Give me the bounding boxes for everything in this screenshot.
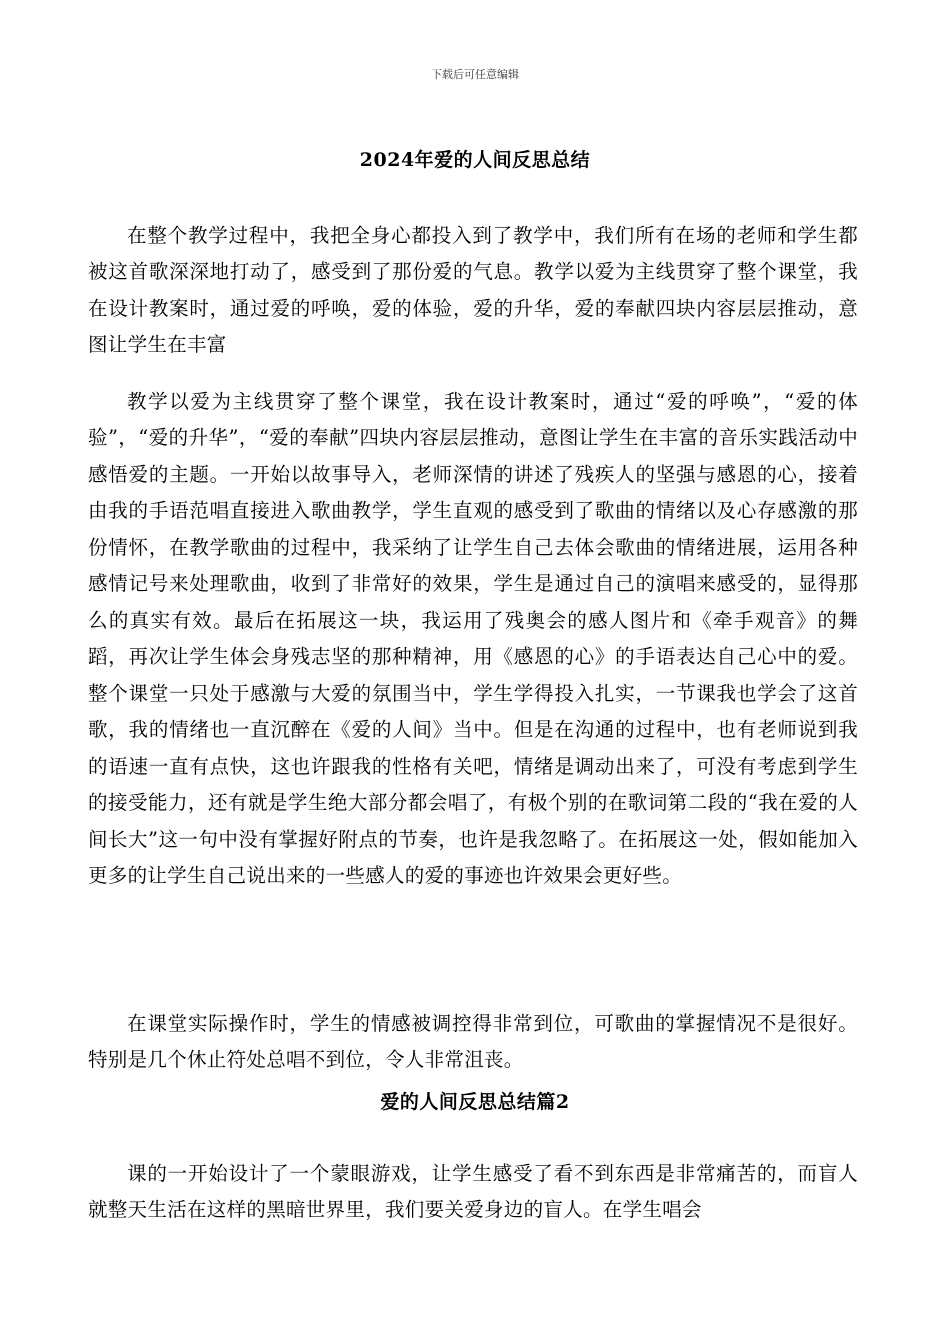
header-note: 下载后可任意编辑 xyxy=(431,68,519,81)
section-2-paragraph-1: 课的一开始设计了一个蒙眼游戏，让学生感受了看不到东西是非常痛苦的，而盲人就整天生活在这样的黑暗世界里，我们要关爱身边的盲人。在学生唱会 xyxy=(88,1161,858,1221)
document-title: 2024年爱的人间反思总结 xyxy=(359,149,591,171)
section-2-title: 爱的人间反思总结篇2 xyxy=(380,1091,570,1113)
paragraph-2: 教学以爱为主线贯穿了整个课堂，我在设计教案时，通过“爱的呼唤”，“爱的体验”，“爱的升华”，“爱的奉献”四块内容层层推动，意图让学生在丰富的音乐实践活动中感悟爱的主题。一开始以故事导入，老师深情的讲述了残疾人的坚强与感恩的心，接着由我的手语范唱直接进入歌曲教学，学生直观的感受到了歌曲的情绪以及心存感激的那份情怀，在教学歌曲的过程中，我采纳了让学生自己去体会歌曲的情绪进展，运用各种感情记号来处理歌曲，收到了非常好的效果，学生是通过自己的演唱来感受的，显得那么的真实有效。最后在拓展这一块，我运用了残奥会的感人图片和《牵手观音》的舞蹈，再次让学生体会身残志坚的那种精神，用《感恩的心》的手语表达自己心中的爱。整个课堂一只处于感激与大爱的氛围当中，学生学得投入扎实，一节课我也学会了这首歌，我的情绪也一直沉醉在《爱的人间》当中。但是在沟通的过程中，也有老师说到我的语速一直有点快，这也许跟我的性格有关吧，情绪是调动出来了，可没有考虑到学生的接受能力，还有就是学生绝大部分都会唱了，有极个别的在歌词第二段的“我在爱的人间长大”这一句中没有掌握好附点的节奏，也许是我忽略了。在拓展这一处，假如能加入更多的让学生自己说出来的一些感人的爱的事迹也许效果会更好些。 xyxy=(88,389,858,887)
paragraph-1: 在整个教学过程中，我把全身心都投入到了教学中，我们所有在场的老师和学生都被这首歌深深地打动了，感受到了那份爱的气息。教学以爱为主线贯穿了整个课堂，我在设计教案时，通过爱的呼唤，爱的体验，爱的升华，爱的奉献四块内容层层推动，意图让学生在丰富 xyxy=(88,223,858,356)
paragraph-3: 在课堂实际操作时，学生的情感被调控得非常到位，可歌曲的掌握情况不是很好。特别是几个休止符处总唱不到位，令人非常沮丧。 xyxy=(88,1011,858,1071)
